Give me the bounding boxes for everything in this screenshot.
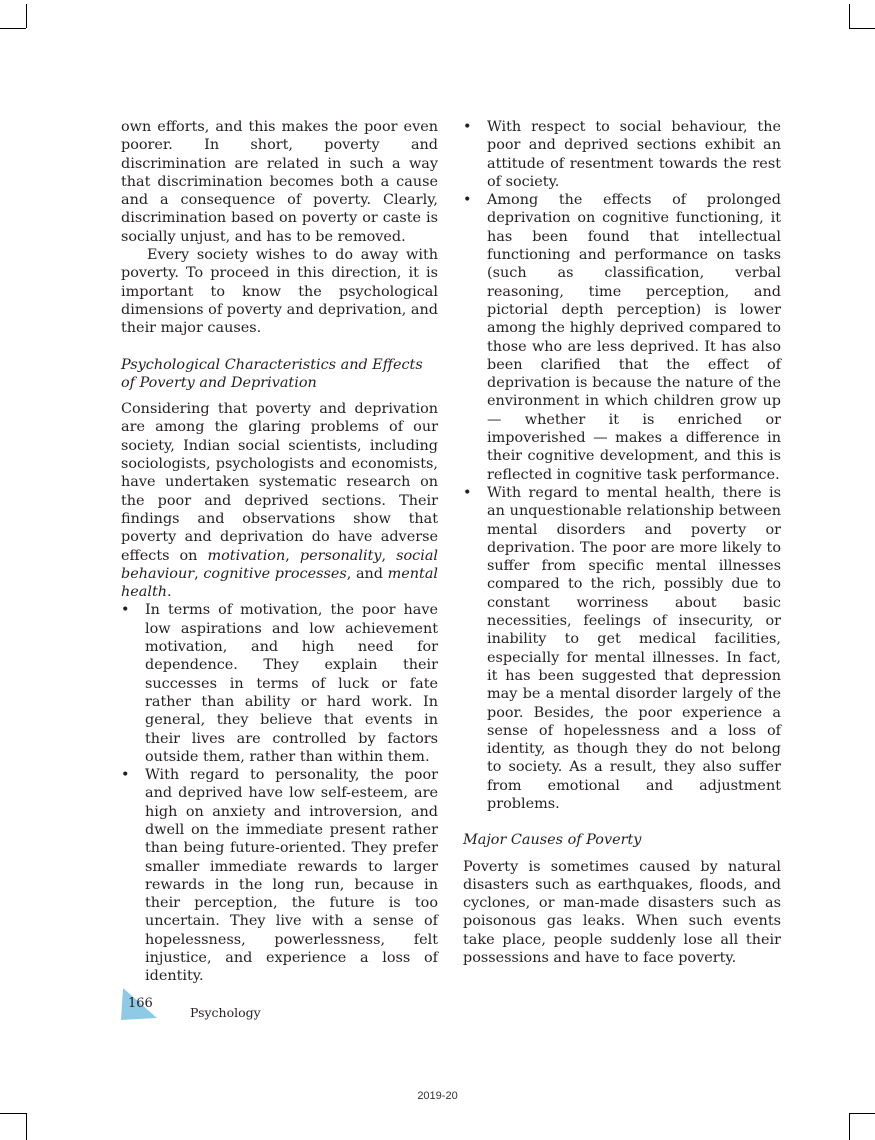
list-item: • In terms of motivation, the poor have low aspirations and low achievement motivation, and high need for dependence. They explain their successes in terms of luck or fate rather than ability or hard work. In general, they believe that events in their lives are controlled by factors outside them, rather than within them. <box>121 601 438 766</box>
crop-mark-bottom-left-h <box>0 1113 26 1114</box>
term-motivation: motivation <box>207 547 286 564</box>
crop-mark-top-left-h <box>0 28 26 29</box>
list-item: • Among the effects of prolonged deprivation on cognitive functioning, it has been found that intellectual functioning and performance on tasks (such as classification, verbal reasoning, time perception, and pictorial depth perception) is lower among the highly deprived compared to those who are less deprived. It has also been clarified that the effect of deprivation is because the nature of the environment in which children grow up — whether it is enriched or impoverished — makes a difference in their cognitive development, and this is reflected in cognitive task performance. <box>463 191 781 484</box>
bullet-list <box>463 118 781 813</box>
separator: , <box>381 547 397 564</box>
term-social-behaviour: social behaviour <box>121 547 439 582</box>
list-item: • With regard to personality, the poor and deprived have low self-esteem, are high on anxiety and introversion, and dwell on the immediate present rather than being future-oriented. They prefer smaller immediate rewards to larger rewards in the long run, because in their perception, the future is too uncertain. They live with a sense of hopelessness, powerlessness, felt injustice, and experience a loss of identity. <box>121 766 438 986</box>
list-item: • With regard to mental health, there is an unquestionable relationship between mental disorders and poverty or deprivation. The poor are more likely to suffer from specific mental illnesses compared to the rich, possibly due to constant worriness about basic necessities, feelings of insecurity, or inability to get medical facilities, especially for mental illnesses. In fact, it has been suggested that depression may be a mental disorder largely of the poor. Besides, the poor experience a sense of hopelessness and a loss of identity, as though they do not belong to society. As a result, they also suffer from emotional and adjustment problems. <box>463 484 781 813</box>
paragraph: own efforts, and this makes the poor even poorer. In short, poverty and discrimination are related in such a way that discrimination becomes both a cause and a consequence of poverty. Clearly, discrimination based on poverty or caste is socially unjust, and has to be removed. <box>121 119 438 245</box>
crop-mark-bottom-right-v <box>849 1113 850 1140</box>
section-heading: Major Causes of Poverty <box>463 832 642 849</box>
left-column <box>121 118 438 986</box>
crop-mark-bottom-right-h <box>849 1113 875 1114</box>
separator: , and <box>346 565 388 582</box>
paragraph-text: Considering that poverty and deprivation are among the glaring problems of our society, Indian social scientists, including sociologists, psychologists and economists, have undertaken systematic research on the poor and deprived sections. Their findings and observations show that poverty and deprivation do have adverse effects on <box>121 401 438 564</box>
page-number: 166 <box>128 996 153 1011</box>
edition-year: 2019-20 <box>417 1090 458 1102</box>
paragraph: Poverty is sometimes caused by natural disasters such as earthquakes, floods, and cyclones, or man-made disasters such as poisonous gas leaks. When such events take place, people suddenly lose all their possessions and have to face poverty. <box>463 858 781 967</box>
crop-mark-bottom-left-v <box>26 1113 27 1140</box>
right-column <box>463 118 781 967</box>
bullet-list <box>121 601 438 985</box>
separator: , <box>285 547 300 564</box>
crop-mark-top-right-h <box>849 28 875 29</box>
book-title: Psychology <box>190 1005 261 1020</box>
separator: , <box>194 565 204 582</box>
crop-mark-top-left-v <box>26 4 27 28</box>
paragraph: Every society wishes to do away with poverty. To proceed in this direction, it is important to know the psychological dimensions of poverty and deprivation, and their major causes. <box>121 247 438 337</box>
term-cognitive-processes: cognitive processes <box>203 565 347 582</box>
section-heading: Psychological Characteristics and Effects of Poverty and Deprivation <box>121 356 423 391</box>
term-personality: personality <box>299 547 382 564</box>
crop-mark-top-right-v <box>849 4 850 28</box>
term-mental-health: mental health <box>121 565 439 601</box>
list-item: • With respect to social behaviour, the poor and deprived sections exhibit an attitude of resentment towards the rest of society. <box>463 118 781 191</box>
separator: . <box>167 584 172 601</box>
paragraph <box>121 400 438 601</box>
